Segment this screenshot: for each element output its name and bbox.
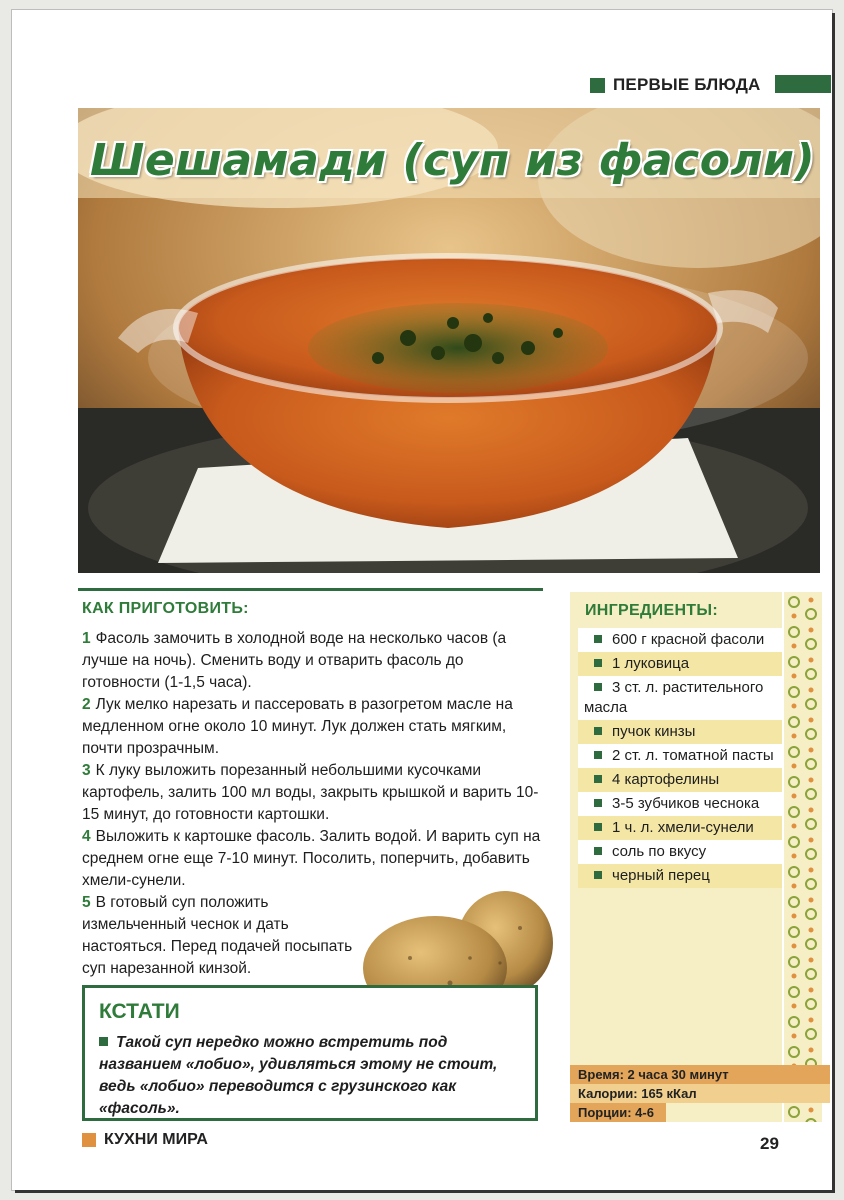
step-number: 3: [82, 762, 91, 779]
page-number: 29: [760, 1134, 779, 1153]
ingredient-item: [578, 840, 782, 864]
ingredient-item: [578, 628, 782, 652]
step-3: [82, 760, 544, 826]
recipe-title: Шешамади (суп из фасоли): [90, 135, 816, 186]
section-title: ПЕРВЫЕ БЛЮДА: [613, 75, 761, 94]
stat-time: Время: 2 часа 30 минут: [570, 1065, 830, 1084]
method-rule-top: [78, 588, 543, 591]
step-1: [82, 628, 544, 694]
bullet-icon: [594, 751, 602, 759]
step-number: 5: [82, 894, 91, 911]
step-number: 1: [82, 630, 91, 647]
bullet-icon: [99, 1037, 108, 1046]
bullet-icon: [594, 799, 602, 807]
section-marker-icon: [590, 78, 605, 93]
kstati-title: КСТАТИ: [99, 1000, 180, 1023]
ingredient-item: [578, 768, 782, 792]
section-header: [590, 72, 761, 98]
ingredient-item: [578, 676, 782, 720]
step-number: 2: [82, 696, 91, 713]
bullet-icon: [594, 635, 602, 643]
ingredient-item: [578, 744, 782, 768]
header-bar: [775, 75, 831, 93]
step-text: К луку выложить порезанный небольшими кусочками картофель, залить 100 мл воды, закрыть крышкой и варить 10-15 минут, до готовности картошки.: [82, 762, 539, 823]
ingredient-item: [578, 816, 782, 840]
ingredient-text: 3-5 зубчиков чеснока: [612, 795, 760, 812]
footer-label: КУХНИ МИРА: [104, 1131, 208, 1148]
ornament-border: [784, 592, 822, 1122]
step-number: 4: [82, 828, 91, 845]
kstati-box: [82, 985, 538, 1121]
step-5: [82, 892, 362, 980]
ingredient-item: [578, 864, 782, 888]
step-4: [82, 826, 544, 892]
ingredients-list: [578, 628, 782, 888]
step-text: Лук мелко нарезать и пассеровать в разогретом масле на медленном огне около 10 минут. Лук должен стать мягким, почти прозрачным.: [82, 696, 513, 757]
ingredient-text: 4 картофелины: [612, 771, 720, 788]
bullet-icon: [594, 659, 602, 667]
ingredient-item: [578, 652, 782, 676]
footer: [82, 1131, 208, 1149]
stat-portions: Порции: 4-6: [570, 1103, 666, 1122]
bullet-icon: [594, 847, 602, 855]
step-2: [82, 694, 544, 760]
bullet-icon: [594, 727, 602, 735]
ingredients-heading: ИНГРЕДИЕНТЫ:: [585, 602, 718, 619]
kstati-body: Такой суп нередко можно встретить под названием «лобио», удивляться этому не стоит, ведь «лобио» переводится с грузинского как «фасоль».: [99, 1034, 498, 1117]
ingredient-text: 1 луковица: [612, 655, 690, 672]
recipe-stats: [570, 1065, 830, 1122]
step-text: Выложить к картошке фасоль. Залить водой. И варить суп на среднем огне еще 7-10 минут. Посолить, поперчить, добавить хмели-сунели.: [82, 828, 541, 889]
kstati-text: [99, 1032, 529, 1120]
ingredient-text: пучок кинзы: [612, 723, 696, 740]
ingredient-text: 1 ч. л. хмели-сунели: [612, 819, 754, 836]
ingredient-item: [578, 720, 782, 744]
bullet-icon: [594, 823, 602, 831]
step-text: Фасоль замочить в холодной воде на несколько часов (а лучше на ночь). Сменить воду и отварить фасоль до готовности (1-1,5 часа).: [82, 630, 507, 691]
method-heading: КАК ПРИГОТОВИТЬ:: [82, 600, 249, 617]
ingredient-text: соль по вкусу: [612, 843, 707, 860]
ingredient-item: [578, 792, 782, 816]
ingredient-text: 3 ст. л. растительного масла: [584, 679, 764, 716]
bullet-icon: [594, 871, 602, 879]
stat-calories: Калории: 165 кКал: [570, 1084, 830, 1103]
footer-marker-icon: [82, 1133, 96, 1147]
step-text: В готовый суп положить измельченный чеснок и дать настояться. Перед подачей посыпать суп нарезанной кинзой.: [82, 894, 353, 977]
ingredient-text: 600 г красной фасоли: [612, 631, 765, 648]
ingredients-panel: [570, 592, 782, 1122]
bullet-icon: [594, 683, 602, 691]
bullet-icon: [594, 775, 602, 783]
ingredient-text: 2 ст. л. томатной пасты: [612, 747, 774, 764]
ingredient-text: черный перец: [612, 867, 710, 884]
